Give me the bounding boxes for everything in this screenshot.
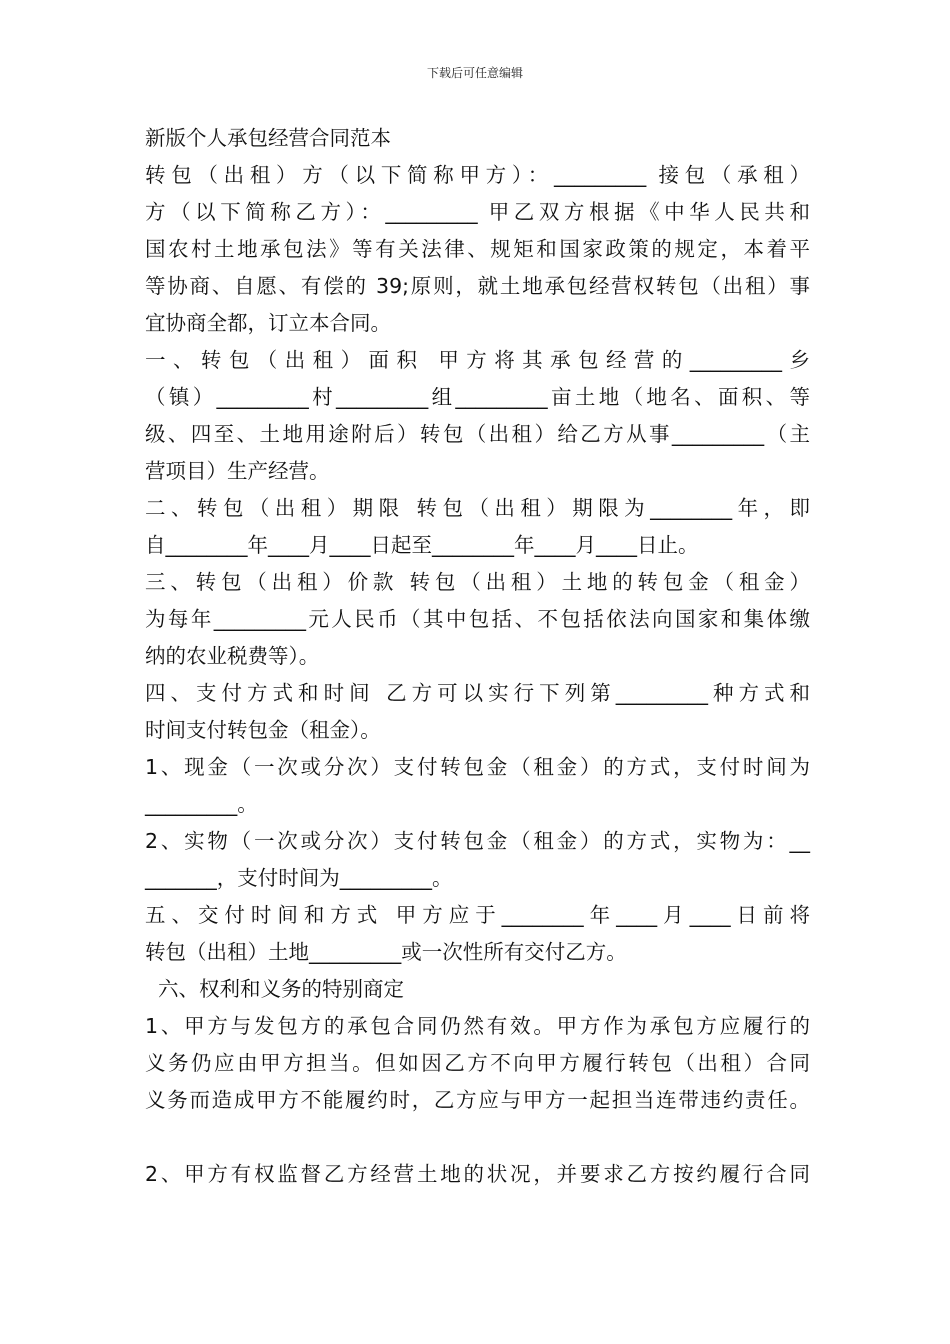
contract-line: 三、转包（出租）价款 转包（出租）土地的转包金（租金）: [145, 570, 810, 594]
contract-line: 时间支付转包金（租金）。: [145, 718, 381, 742]
contract-line: 转包（出租）土地_________或一次性所有交付乙方。: [145, 940, 627, 964]
page-header: 下载后可任意编辑: [426, 66, 523, 80]
contract-line: _________。: [145, 792, 258, 816]
contract-line: 宜协商全都，订立本合同。: [145, 311, 391, 335]
contract-line: 1、甲方与发包方的承包合同仍然有效。甲方作为承包方应履行的: [145, 1014, 810, 1038]
contract-body: [145, 120, 810, 1193]
contract-line: 2、甲方有权监督乙方经营土地的状况，并要求乙方按约履行合同: [145, 1162, 810, 1186]
contract-line: _______，支付时间为_________。: [145, 866, 453, 890]
contract-line: 纳的农业税费等）。: [145, 644, 320, 668]
contract-line: [145, 1119, 810, 1156]
contract-line: 2、实物（一次或分次）支付转包金（租金）的方式，实物为：__: [145, 829, 810, 853]
contract-line: 自________年____月____日起至________年____月____日止。: [145, 533, 699, 557]
contract-line: 国农村土地承包法》等有关法律、规矩和国家政策的规定，本着平: [145, 237, 810, 261]
contract-line: 二、转包（出租）期限 转包（出租）期限为________年，即: [145, 496, 810, 520]
contract-line: 方（以下简称乙方）：_________ 甲乙双方根据《中华人民共和: [145, 200, 810, 224]
document-title: 新版个人承包经营合同范本: [145, 126, 391, 150]
contract-line: 为每年_________元人民币（其中包括、不包括依法向国家和集体缴: [145, 607, 810, 631]
contract-line: 五、交付时间和方式 甲方应于________年____月____日前将: [145, 903, 810, 927]
contract-line: 转包（出租）方（以下简称甲方）：_________ 接包（承租）: [145, 163, 810, 187]
contract-line: 一、转包（出租）面积 甲方将其承包经营的_________乡: [145, 348, 810, 372]
contract-line: 义务而造成甲方不能履约时，乙方应与甲方一起担当连带违约责任。: [145, 1088, 810, 1112]
contract-line: （镇）_________村_________组_________亩土地（地名、面积、等: [145, 385, 810, 409]
contract-line: 营项目）生产经营。: [145, 459, 330, 483]
contract-line: 1、现金（一次或分次）支付转包金（租金）的方式，支付时间为: [145, 755, 810, 779]
contract-line: 级、四至、土地用途附后）转包（出租）给乙方从事_________（主: [145, 422, 810, 446]
contract-line: 六、权利和义务的特别商定: [145, 977, 405, 1001]
contract-line: 四、支付方式和时间 乙方可以实行下列第_________种方式和: [145, 681, 810, 705]
contract-line: 义务仍应由甲方担当。但如因乙方不向甲方履行转包（出租）合同: [145, 1051, 810, 1075]
contract-line: 等协商、自愿、有偿的 39;原则，就土地承包经营权转包（出租）事: [145, 274, 810, 298]
contract-lines: [145, 157, 810, 1193]
